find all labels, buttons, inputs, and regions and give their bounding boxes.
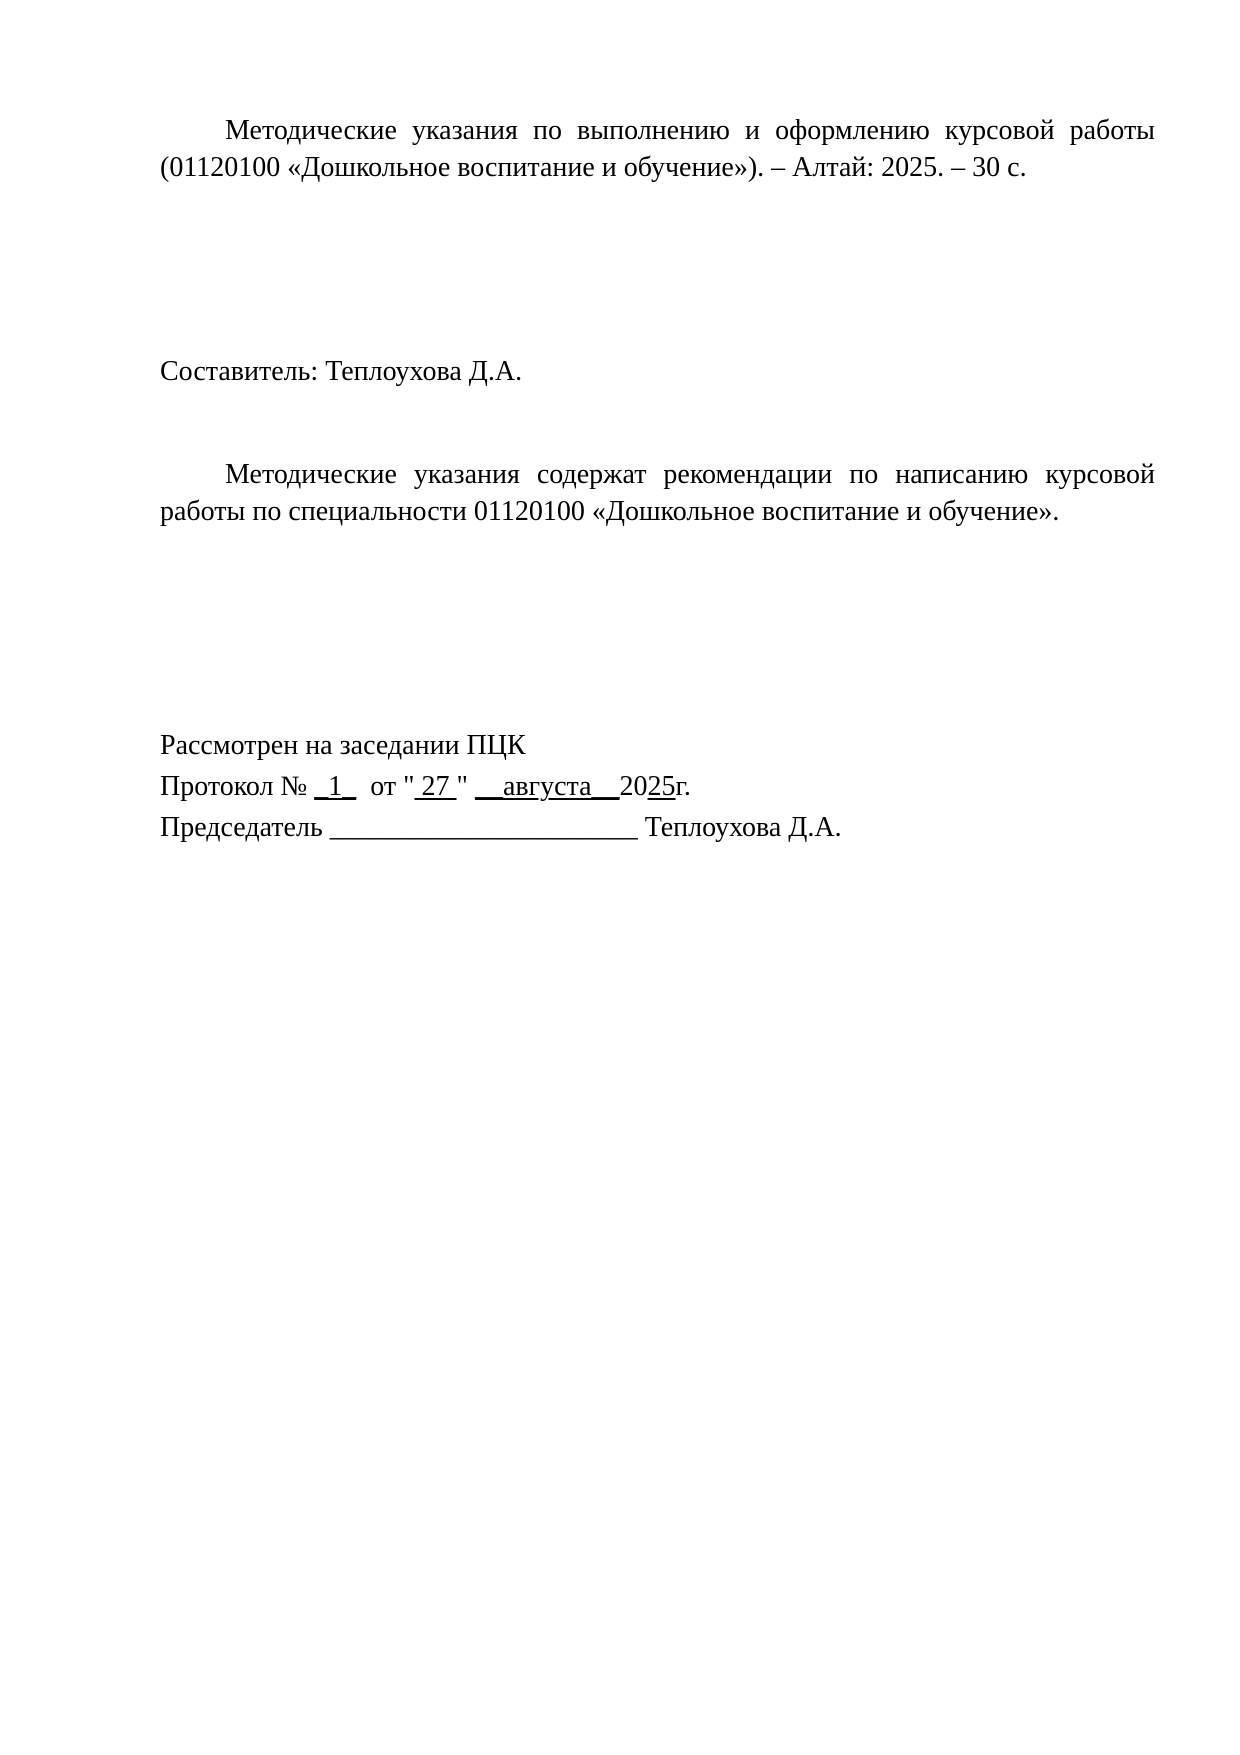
text-segment: _1_ xyxy=(314,771,357,802)
text-segment: __августа__ xyxy=(474,771,620,802)
text-segment: Теплоухова Д.А. xyxy=(637,812,842,843)
bibliographic-paragraph: Методические указания по выполнению и оформлению курсовой работы (01120100 «Дошкольное воспитание и обучение»). – Алтай: 2025. – 30 с. xyxy=(160,115,1155,183)
protocol-line xyxy=(160,766,1155,807)
compiler-line: Составитель: Теплоухова Д.А. xyxy=(160,356,523,387)
text-segment: Протокол № xyxy=(160,771,315,802)
text-segment: ______________________ xyxy=(329,812,638,843)
text-segment: 20 xyxy=(619,771,648,802)
abstract-paragraph: Методические указания содержат рекомендации по написанию курсовой работы по специальности 01120100 «Дошкольное воспитание и обучение». xyxy=(160,459,1155,527)
approval-block xyxy=(160,725,1155,848)
chairman-line xyxy=(160,807,1155,848)
text-segment: г. xyxy=(675,771,691,802)
reviewed-line: Рассмотрен на заседании ПЦК xyxy=(160,730,526,761)
text-segment: Председатель xyxy=(160,812,330,843)
text-segment: от " xyxy=(356,771,415,802)
text-segment: 25 xyxy=(647,771,676,802)
text-segment: 27 xyxy=(414,771,457,802)
text-segment: " xyxy=(456,771,475,802)
